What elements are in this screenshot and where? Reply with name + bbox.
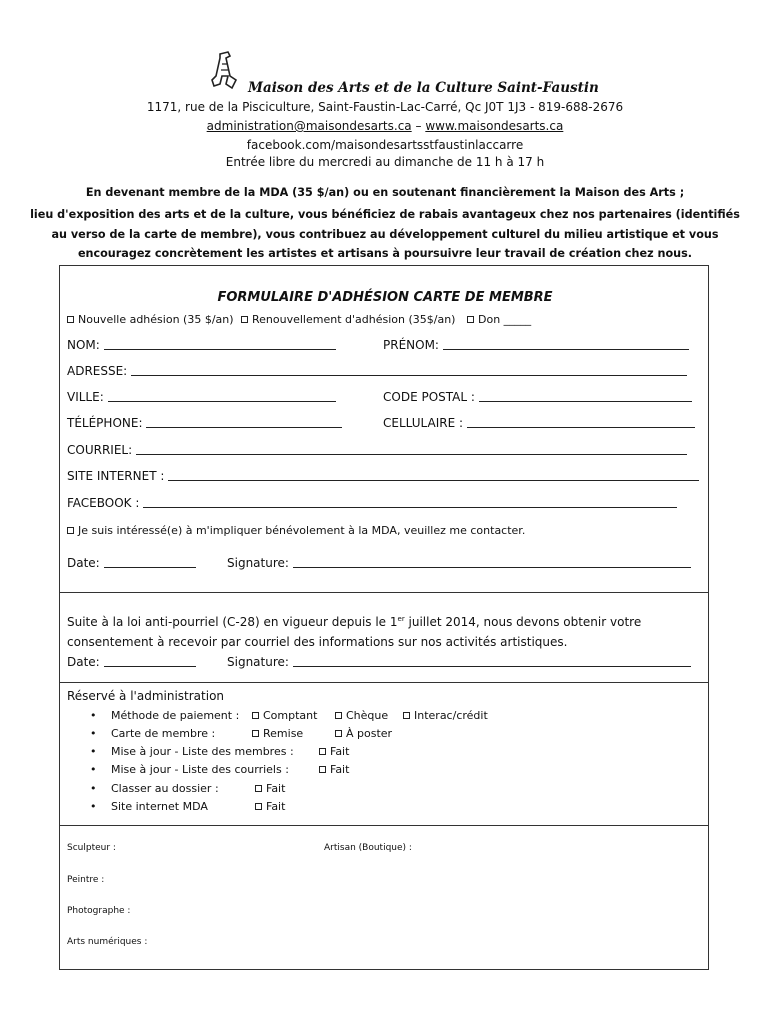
- section-divider: [59, 825, 709, 826]
- payment-method-label: Méthode de paiement :: [111, 709, 240, 722]
- file-done[interactable]: Fait: [255, 782, 285, 795]
- bullet-icon: •: [90, 782, 97, 795]
- cellulaire-field[interactable]: CELLULAIRE :: [383, 416, 695, 430]
- site-done[interactable]: Fait: [255, 800, 285, 813]
- checkbox[interactable]: [241, 316, 248, 323]
- telephone-field[interactable]: TÉLÉPHONE:: [67, 416, 342, 430]
- adresse-field[interactable]: ADRESSE:: [67, 364, 687, 378]
- checkbox[interactable]: [467, 316, 474, 323]
- logo-icon: [206, 50, 246, 92]
- prenom-input[interactable]: [443, 338, 689, 350]
- section-divider: [59, 592, 709, 593]
- intro-line-2: lieu d'exposition des arts et de la culture, vous bénéficiez de rabais avantageux chez nos partenaires (identifiés: [30, 208, 740, 221]
- card-label: Carte de membre :: [111, 727, 216, 740]
- ville-input[interactable]: [108, 390, 336, 402]
- checkbox[interactable]: [67, 316, 74, 323]
- intro-line-1: En devenant membre de la MDA (35 $/an) ou en soutenant financièrement la Maison des Arts ;: [85, 186, 685, 199]
- courriel-field[interactable]: COURRIEL:: [67, 443, 687, 457]
- checkbox[interactable]: [67, 527, 74, 534]
- consent-signature-field[interactable]: Signature:: [227, 655, 691, 669]
- bullet-icon: •: [90, 727, 97, 740]
- contact-line: [0, 119, 770, 133]
- volunteer-option[interactable]: Je suis intéressé(e) à m'impliquer bénévolement à la MDA, veuillez me contacter.: [67, 524, 525, 537]
- intro-line-3: au verso de la carte de membre), vous contribuez au développement culturel du milieu artistique et vous: [51, 228, 719, 241]
- checkbox[interactable]: [252, 730, 259, 737]
- separator-dash: –: [415, 119, 422, 133]
- facebook-field[interactable]: FACEBOOK :: [67, 496, 677, 510]
- checkbox[interactable]: [319, 748, 326, 755]
- consent-signature-input[interactable]: [293, 655, 691, 667]
- checkbox[interactable]: [319, 766, 326, 773]
- intro-line-4: encouragez concrètement les artistes et artisans à poursuivre leur travail de création chez nous.: [77, 247, 693, 260]
- facebook-input[interactable]: [143, 496, 677, 508]
- checkbox[interactable]: [252, 712, 259, 719]
- members-update-label: Mise à jour - Liste des membres :: [111, 745, 294, 758]
- courriel-input[interactable]: [136, 443, 687, 455]
- card-a-poster[interactable]: À poster: [335, 727, 392, 740]
- bullet-icon: •: [90, 745, 97, 758]
- site-internet-field[interactable]: SITE INTERNET :: [67, 469, 699, 483]
- admin-title: Réservé à l'administration: [67, 689, 225, 703]
- form-title: FORMULAIRE D'ADHÉSION CARTE DE MEMBRE: [217, 290, 553, 305]
- checkbox[interactable]: [255, 803, 262, 810]
- signature-field[interactable]: Signature:: [227, 556, 691, 570]
- payment-interac[interactable]: Interac/crédit: [403, 709, 488, 722]
- email-link[interactable]: administration@maisondesarts.ca: [206, 119, 412, 133]
- consent-date-field[interactable]: Date:: [67, 655, 196, 669]
- checkbox[interactable]: [335, 712, 342, 719]
- category-photographe: Photographe :: [67, 906, 131, 916]
- consent-line-1: Suite à la loi anti-pourriel (C-28) en vigueur depuis le 1er juillet 2014, nous devons obtenir votre: [67, 615, 642, 629]
- emails-update-label: Mise à jour - Liste des courriels :: [111, 763, 289, 776]
- members-update-done[interactable]: Fait: [319, 745, 349, 758]
- code-postal-input[interactable]: [479, 390, 692, 402]
- section-divider: [59, 682, 709, 683]
- org-address: 1171, rue de la Pisciculture, Saint-Faustin-Lac-Carré, Qc J0T 1J3 - 819-688-2676: [146, 100, 624, 114]
- adresse-input[interactable]: [131, 364, 687, 376]
- option-don[interactable]: Don _____: [467, 313, 531, 326]
- category-arts-numeriques: Arts numériques :: [67, 937, 148, 947]
- ville-field[interactable]: VILLE:: [67, 390, 336, 404]
- signature-input[interactable]: [293, 556, 691, 568]
- checkbox[interactable]: [335, 730, 342, 737]
- option-new[interactable]: Nouvelle adhésion (35 $/an): [67, 313, 234, 326]
- org-name: Maison des Arts et de la Culture Saint-Faustin: [248, 80, 599, 96]
- category-artisan: Artisan (Boutique) :: [324, 843, 412, 853]
- payment-cheque[interactable]: Chèque: [335, 709, 388, 722]
- checkbox[interactable]: [255, 785, 262, 792]
- site-label: Site internet MDA: [111, 800, 208, 813]
- date-field[interactable]: Date:: [67, 556, 196, 570]
- nom-input[interactable]: [104, 338, 336, 350]
- file-label: Classer au dossier :: [111, 782, 219, 795]
- bullet-icon: •: [90, 763, 97, 776]
- bullet-icon: •: [90, 800, 97, 813]
- card-remise[interactable]: Remise: [252, 727, 303, 740]
- facebook-url: facebook.com/maisondesartsstfaustinlaccarre: [246, 138, 524, 152]
- code-postal-field[interactable]: CODE POSTAL :: [383, 390, 692, 404]
- emails-update-done[interactable]: Fait: [319, 763, 349, 776]
- prenom-field[interactable]: PRÉNOM:: [383, 338, 689, 352]
- consent-date-input[interactable]: [104, 655, 196, 667]
- cellulaire-input[interactable]: [467, 416, 695, 428]
- category-sculpteur: Sculpteur :: [67, 843, 116, 853]
- website-link[interactable]: www.maisondesarts.ca: [425, 119, 564, 133]
- option-renew[interactable]: Renouvellement d'adhésion (35$/an): [241, 313, 455, 326]
- nom-field[interactable]: NOM:: [67, 338, 336, 352]
- consent-line-2: consentement à recevoir par courriel des informations sur nos activités artistiques.: [67, 635, 568, 649]
- date-input[interactable]: [104, 556, 196, 568]
- bullet-icon: •: [90, 709, 97, 722]
- checkbox[interactable]: [403, 712, 410, 719]
- opening-hours: Entrée libre du mercredi au dimanche de 11 h à 17 h: [225, 155, 545, 169]
- site-internet-input[interactable]: [168, 469, 699, 481]
- payment-comptant[interactable]: Comptant: [252, 709, 317, 722]
- telephone-input[interactable]: [146, 416, 342, 428]
- category-peintre: Peintre :: [67, 875, 105, 885]
